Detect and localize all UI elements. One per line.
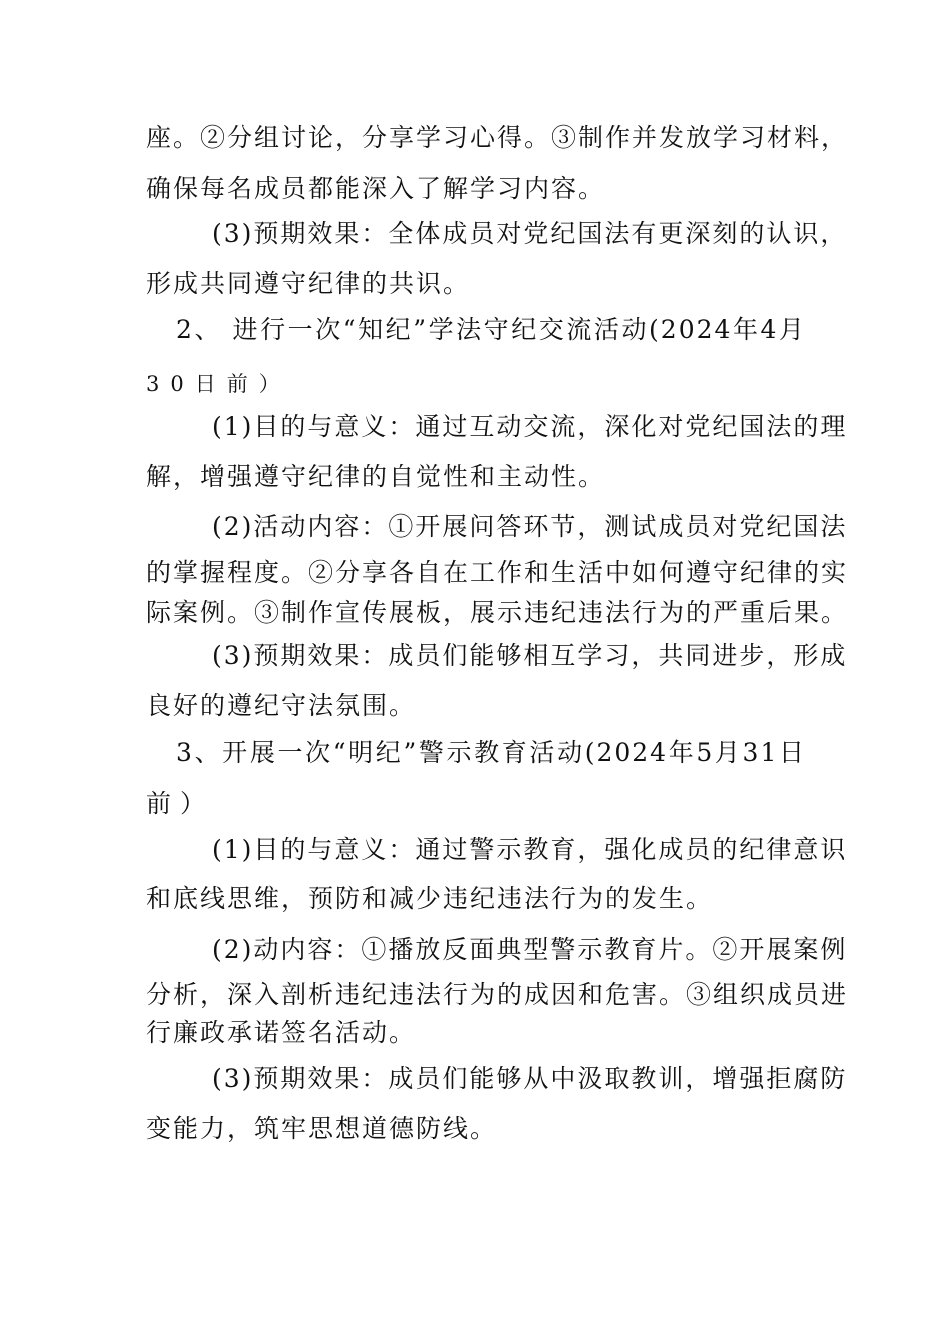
paragraph-line: 的掌握程度。②分享各自在工作和生活中如何遵守纪律的实 bbox=[146, 558, 849, 587]
section-heading: 2、 进行一次“知纪”学法守纪交流活动(2024年4月 bbox=[176, 315, 806, 344]
section-heading-date: 前） bbox=[146, 789, 215, 818]
paragraph-line: 解，增强遵守纪律的自觉性和主动性。 bbox=[146, 462, 606, 491]
paragraph-line: (3)预期效果：成员们能够从中汲取教训，增强拒腐防 bbox=[212, 1064, 848, 1093]
section-heading-date: 30日前） bbox=[146, 372, 291, 396]
paragraph-line: 分析，深入剖析违纪违法行为的成因和危害。③组织成员进 bbox=[146, 980, 849, 1009]
paragraph-line: 际案例。③制作宣传展板，展示违纪违法行为的严重后果。 bbox=[146, 598, 849, 627]
paragraph-line: (1)目的与意义：通过警示教育，强化成员的纪律意识 bbox=[212, 835, 848, 864]
paragraph-line: 和底线思维，预防和减少违纪违法行为的发生。 bbox=[146, 884, 714, 913]
paragraph-line: 良好的遵纪守法氛围。 bbox=[146, 691, 417, 720]
paragraph-line: (2)动内容：①播放反面典型警示教育片。②开展案例 bbox=[212, 935, 848, 964]
paragraph-line: (3)预期效果：成员们能够相互学习，共同进步，形成 bbox=[212, 641, 848, 670]
paragraph-line: 确保每名成员都能深入了解学习内容。 bbox=[146, 174, 606, 203]
paragraph-line: 行廉政承诺签名活动。 bbox=[146, 1018, 417, 1047]
paragraph-line: (2)活动内容：①开展问答环节，测试成员对党纪国法 bbox=[212, 512, 848, 541]
paragraph-line: 座。②分组讨论，分享学习心得。③制作并发放学习材料， bbox=[146, 123, 849, 152]
paragraph-line: (1)目的与意义：通过互动交流，深化对党纪国法的理 bbox=[212, 412, 848, 441]
paragraph-line: 形成共同遵守纪律的共识。 bbox=[146, 269, 471, 298]
section-heading: 3、开展一次“明纪”警示教育活动(2024年5月31日 bbox=[176, 738, 806, 767]
paragraph-line: (3)预期效果：全体成员对党纪国法有更深刻的认识， bbox=[212, 219, 848, 248]
paragraph-line: 变能力，筑牢思想道德防线。 bbox=[146, 1114, 498, 1143]
